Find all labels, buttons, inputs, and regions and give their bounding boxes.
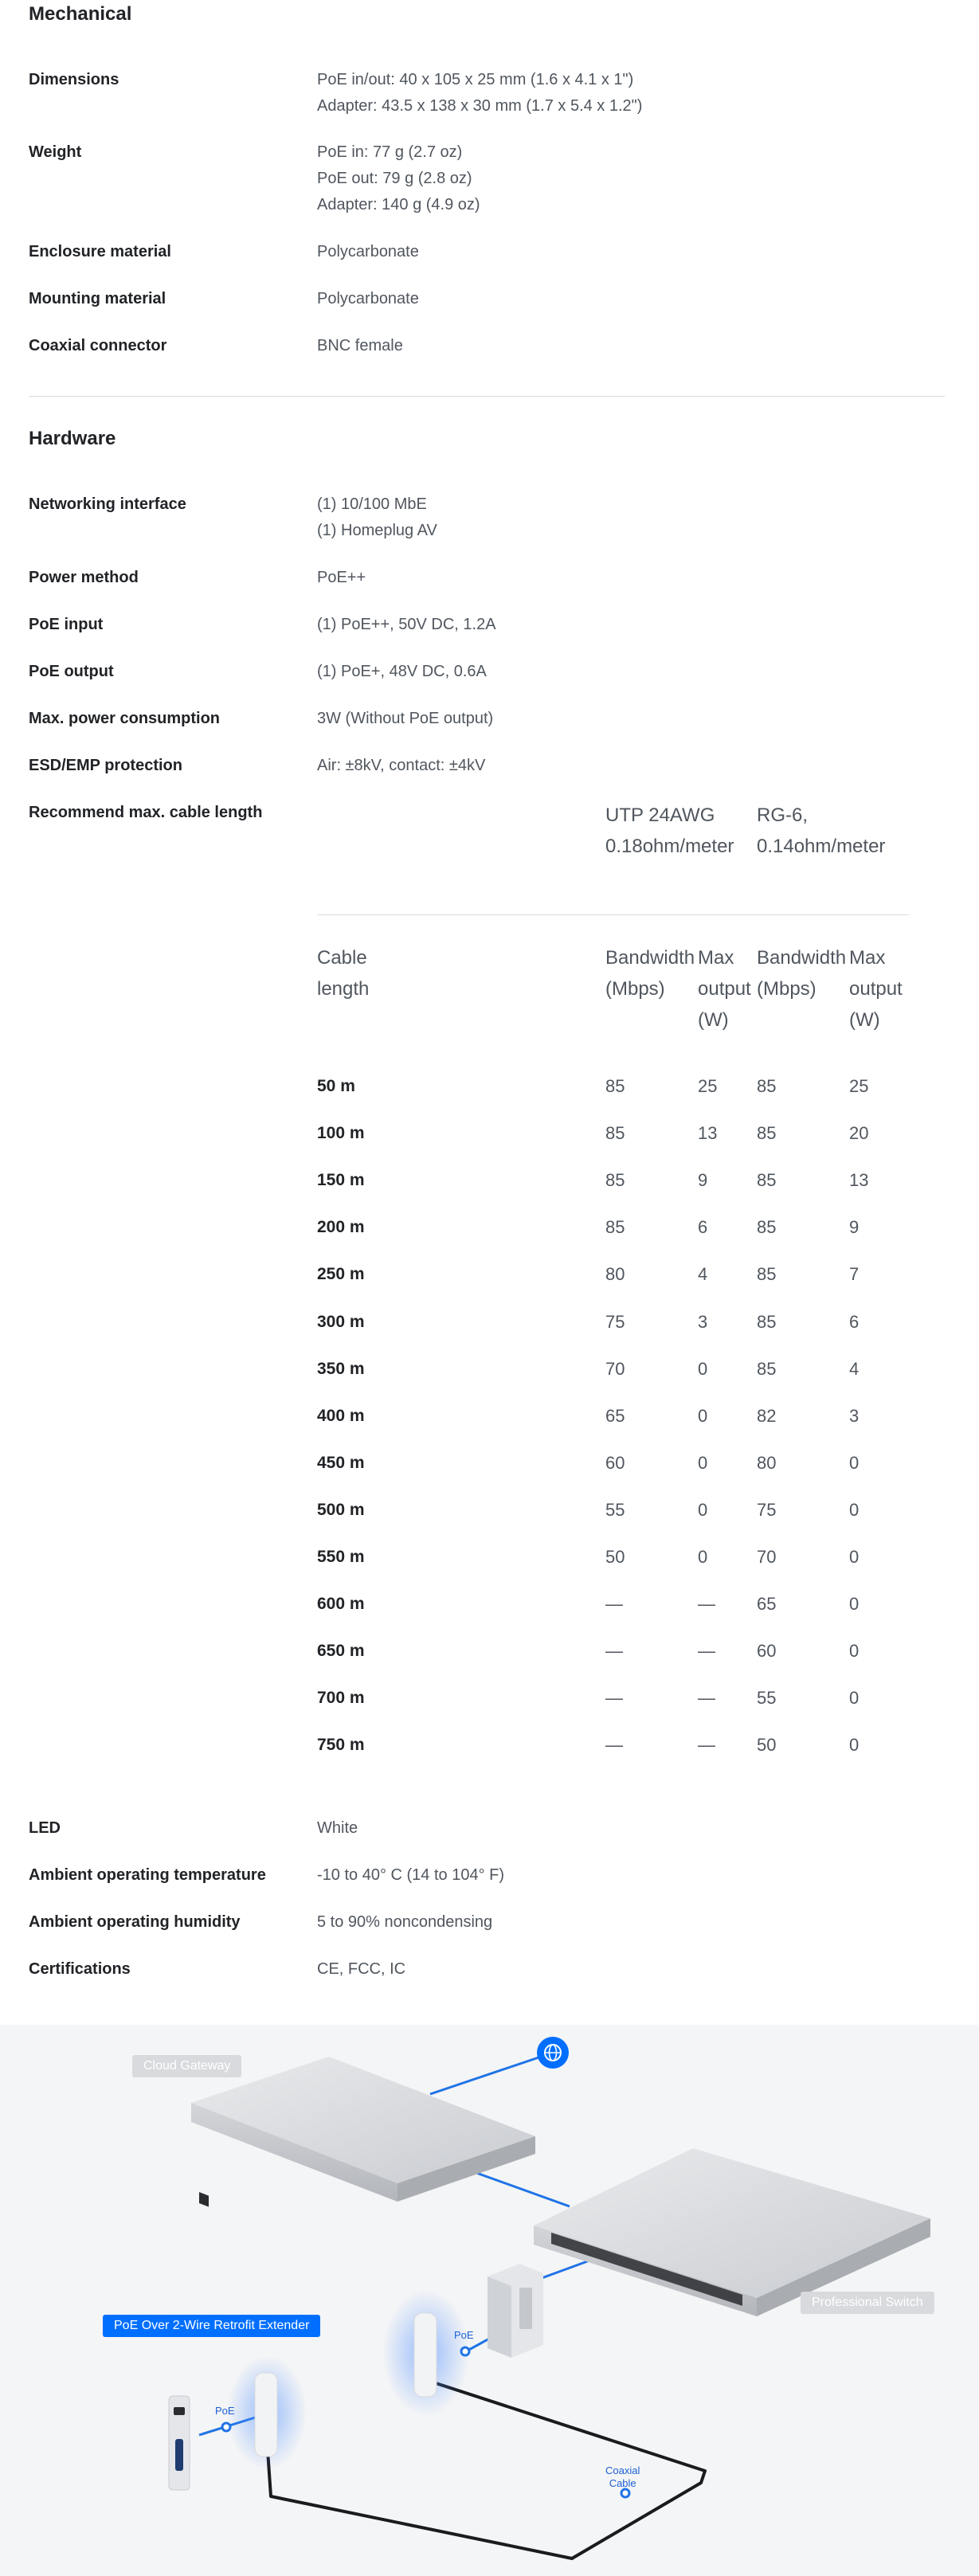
hardware-title: Hardware	[29, 428, 116, 449]
spec-value: White	[317, 1819, 358, 1837]
professional-switch-tag: Professional Switch	[801, 2292, 934, 2314]
spec-value: PoE in: 77 g (2.7 oz) PoE out: 79 g (2.8 oz) Adapter: 140 g (4.9 oz)	[317, 143, 480, 213]
spec-value: 5 to 90% noncondensing	[317, 1913, 493, 1931]
table-cell: 75	[757, 1500, 777, 1520]
table-cell: 85	[757, 1076, 777, 1096]
table-cell: 3	[849, 1406, 860, 1426]
col-header-max-output-utp: Max output (W)	[698, 947, 751, 1031]
spec-value: Air: ±8kV, contact: ±4kV	[317, 757, 486, 774]
table-cell: 65	[757, 1594, 777, 1614]
spec-label: PoE input	[29, 616, 104, 633]
table-cell: 85	[757, 1217, 777, 1237]
poe-out-extender	[255, 2373, 277, 2457]
spec-value: PoE in/out: 40 x 105 x 25 mm (1.6 x 4.1 x 1") Adapter: 43.5 x 138 x 30 mm (1.7 x 5.4 x 1.2")	[317, 71, 643, 115]
group-header-rg6: RG-6, 0.14ohm/meter	[757, 805, 886, 857]
table-cell: 70	[605, 1359, 625, 1379]
coaxial-cable-label: Coaxial Cable	[605, 2464, 640, 2489]
mechanical-title: Mechanical	[29, 3, 132, 25]
table-cell: 85	[605, 1217, 625, 1237]
table-cell: 55	[757, 1688, 777, 1708]
table-cell-length: 450 m	[317, 1454, 365, 1472]
spec-label: Networking interface	[29, 495, 186, 513]
section-divider	[29, 396, 945, 397]
cloud-gateway-device	[191, 2057, 535, 2207]
table-cell: 82	[757, 1406, 777, 1426]
globe-icon	[537, 2037, 569, 2069]
table-cell-length: 500 m	[317, 1501, 365, 1519]
table-cell-length: 650 m	[317, 1642, 365, 1660]
table-cell-length: 600 m	[317, 1595, 365, 1613]
spec-label: LED	[29, 1819, 61, 1837]
spec-label: Mounting material	[29, 290, 166, 307]
col-header-max-output-rg6: Max output (W)	[849, 947, 903, 1031]
table-cell-length: 150 m	[317, 1171, 365, 1189]
table-cell: —	[605, 1594, 623, 1614]
table-cell: 75	[605, 1312, 625, 1332]
table-cell: 20	[849, 1123, 869, 1143]
table-cell: —	[698, 1641, 715, 1661]
group-header-utp: UTP 24AWG 0.18ohm/meter	[605, 805, 734, 857]
table-cell: 85	[757, 1123, 777, 1143]
spec-label: PoE output	[29, 663, 114, 680]
spec-value: (1) 10/100 MbE (1) Homeplug AV	[317, 495, 437, 539]
spec-value: (1) PoE+, 48V DC, 0.6A	[317, 663, 487, 680]
table-cell: 25	[849, 1076, 869, 1096]
table-cell-length: 300 m	[317, 1313, 365, 1331]
poe-label-left: PoE	[215, 2405, 235, 2417]
table-cell: 7	[849, 1264, 860, 1284]
table-cell-length: 350 m	[317, 1360, 365, 1378]
table-cell: —	[605, 1641, 623, 1661]
spec-label: Dimensions	[29, 71, 119, 88]
table-cell: 9	[849, 1217, 860, 1237]
spec-value: CE, FCC, IC	[317, 1960, 406, 1978]
spec-label: Coaxial connector	[29, 337, 167, 354]
table-cell: 9	[698, 1170, 708, 1190]
poe-in-extender	[414, 2313, 437, 2397]
table-cell: 70	[757, 1547, 777, 1567]
table-cell-length: 200 m	[317, 1218, 365, 1236]
table-cell: 0	[849, 1594, 860, 1614]
spec-label: Weight	[29, 143, 82, 161]
table-cell: 4	[849, 1359, 860, 1379]
table-cell-length: 250 m	[317, 1265, 365, 1283]
table-cell-length: 400 m	[317, 1407, 365, 1425]
table-cell: —	[698, 1688, 715, 1708]
table-cell: 25	[698, 1076, 718, 1096]
col-header-length: Cable length	[317, 947, 370, 1000]
table-divider	[317, 914, 909, 915]
table-cell: 13	[849, 1170, 869, 1190]
table-cell: 0	[849, 1735, 860, 1755]
spec-label: Ambient operating humidity	[29, 1913, 241, 1931]
table-cell: 13	[698, 1123, 718, 1143]
table-cell: 55	[605, 1500, 625, 1520]
spec-label: Power method	[29, 569, 139, 586]
spec-value: PoE++	[317, 569, 366, 586]
spec-label: Ambient operating temperature	[29, 1866, 266, 1884]
table-cell: 85	[605, 1123, 625, 1143]
table-cell: —	[605, 1688, 623, 1708]
col-header-bandwidth-utp: Bandwidth (Mbps)	[605, 947, 695, 1000]
spec-value: Polycarbonate	[317, 290, 419, 307]
table-cell: 0	[698, 1406, 708, 1426]
spec-value: BNC female	[317, 337, 403, 354]
table-cell: 85	[605, 1076, 625, 1096]
col-header-bandwidth-rg6: Bandwidth (Mbps)	[757, 947, 847, 1000]
table-cell: 0	[849, 1500, 860, 1520]
table-cell: —	[698, 1594, 715, 1614]
table-cell: 85	[757, 1359, 777, 1379]
table-cell: 0	[698, 1453, 708, 1473]
table-cell: 50	[757, 1735, 777, 1755]
internet-link	[430, 2053, 553, 2094]
table-cell: 0	[698, 1359, 708, 1379]
spec-value: 3W (Without PoE output)	[317, 710, 494, 727]
table-cell: 60	[757, 1641, 777, 1661]
poe-label-right: PoE	[454, 2329, 474, 2341]
table-cell: 0	[849, 1641, 860, 1661]
spec-value: -10 to 40° C (14 to 104° F)	[317, 1866, 504, 1884]
cloud-gateway-tag: Cloud Gateway	[132, 2055, 241, 2077]
table-cell: —	[605, 1735, 623, 1755]
table-cell: 0	[849, 1688, 860, 1708]
table-cell: 0	[698, 1500, 708, 1520]
table-cell: 85	[757, 1264, 777, 1284]
table-cell: 0	[849, 1453, 860, 1473]
spec-label: Recommend max. cable length	[29, 804, 263, 821]
spec-label: Enclosure material	[29, 243, 171, 260]
table-cell: 80	[757, 1453, 777, 1473]
table-cell: 6	[698, 1217, 708, 1237]
table-cell-length: 550 m	[317, 1548, 365, 1566]
table-cell-length: 750 m	[317, 1736, 365, 1754]
table-cell: —	[698, 1735, 715, 1755]
table-cell: 85	[757, 1170, 777, 1190]
table-cell: 80	[605, 1264, 625, 1284]
table-cell: 60	[605, 1453, 625, 1473]
table-cell: 65	[605, 1406, 625, 1426]
table-cell: 85	[757, 1312, 777, 1332]
table-cell-length: 700 m	[317, 1689, 365, 1707]
table-cell: 50	[605, 1547, 625, 1567]
network-diagram	[0, 2025, 979, 2576]
spec-label: Certifications	[29, 1960, 131, 1978]
retrofit-extender-tag: PoE Over 2-Wire Retrofit Extender	[103, 2315, 320, 2337]
table-cell: 85	[605, 1170, 625, 1190]
spec-value: Polycarbonate	[317, 243, 419, 260]
poe-adapter-device	[488, 2264, 543, 2358]
table-cell: 3	[698, 1312, 708, 1332]
table-cell: 4	[698, 1264, 708, 1284]
spec-value: (1) PoE++, 50V DC, 1.2A	[317, 616, 496, 633]
gateway-switch-link	[470, 2171, 570, 2206]
spec-label: ESD/EMP protection	[29, 757, 182, 774]
table-cell-length: 100 m	[317, 1124, 365, 1142]
table-cell: 6	[849, 1312, 860, 1332]
access-reader-device	[169, 2396, 190, 2490]
spec-label: Max. power consumption	[29, 710, 221, 727]
table-cell: 0	[849, 1547, 860, 1567]
table-cell: 0	[698, 1547, 708, 1567]
table-cell-length: 50 m	[317, 1077, 355, 1095]
